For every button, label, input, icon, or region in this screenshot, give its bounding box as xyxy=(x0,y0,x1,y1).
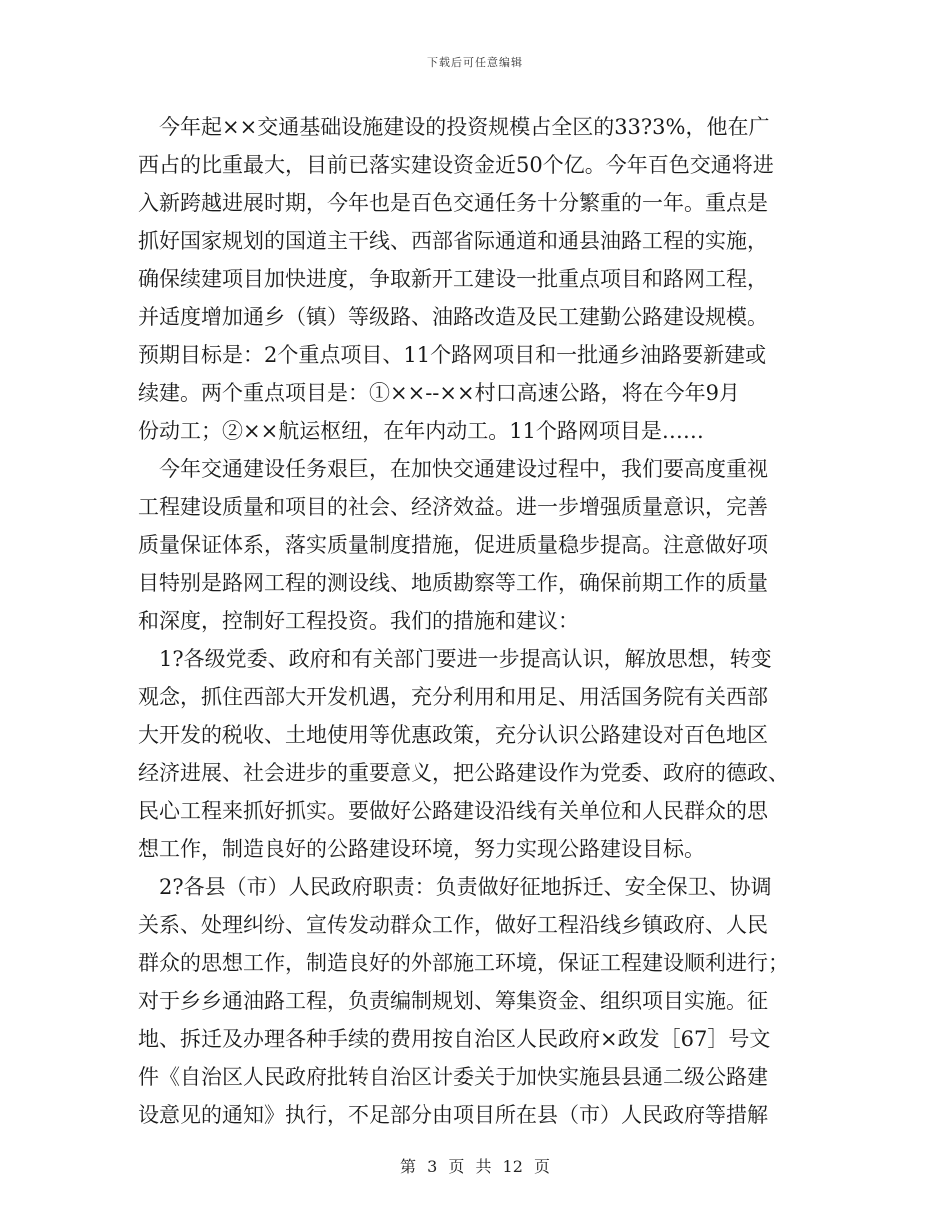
text-line: 民心工程来抓好抓实。要做好公路建设沿线有关单位和人民群众的思 xyxy=(138,799,768,823)
text-line: 确保续建项目加快进度，争取新开工建设一批重点项目和路网工程， xyxy=(138,267,768,291)
text-line: 预期目标是：2个重点项目、11个路网项目和一批通乡油路要新建或 xyxy=(138,343,767,367)
text-line: 份动工；②××航运枢纽，在年内动工。11个路网项目是…… xyxy=(138,419,704,443)
text-line: 想工作，制造良好的公路建设环境，努力实现公路建设目标。 xyxy=(138,837,705,861)
document-body xyxy=(138,108,812,1134)
text-line: 1?各级党委、政府和有关部门要进一步提高认识，解放思想，转变 xyxy=(138,647,772,671)
text-line: 和深度，控制好工程投资。我们的措施和建议： xyxy=(138,609,579,633)
text-line: 经济进展、社会进步的重要意义，把公路建设作为党委、政府的德政、 xyxy=(138,761,789,785)
text-line: 今年交通建设任务艰巨，在加快交通建设过程中，我们要高度重视 xyxy=(138,457,768,481)
text-line: 续建。两个重点项目是：①××--××村口高速公路，将在今年9月 xyxy=(138,381,740,405)
page-footer: 第 3 页 共 12 页 xyxy=(400,1157,550,1176)
text-line: 关系、处理纠纷、宣传发动群众工作，做好工程沿线乡镇政府、人民 xyxy=(138,913,768,937)
text-line: 今年起××交通基础设施建设的投资规模占全区的33?3%，他在广 xyxy=(138,115,770,139)
text-line: 大开发的税收、土地使用等优惠政策，充分认识公路建设对百色地区 xyxy=(138,723,768,747)
text-line: 并适度增加通乡（镇）等级路、油路改造及民工建勤公路建设规模。 xyxy=(138,305,768,329)
text-line: 质量保证体系，落实质量制度措施，促进质量稳步提高。注意做好项 xyxy=(138,533,768,557)
text-line: 对于乡乡通油路工程，负责编制规划、筹集资金、组织项目实施。征 xyxy=(138,989,768,1013)
text-line: 件《自治区人民政府批转自治区计委关于加快实施县县通二级公路建 xyxy=(138,1065,768,1089)
text-line: 目特别是路网工程的测设线、地质勘察等工作，确保前期工作的质量 xyxy=(138,571,768,595)
text-line: 入新跨越进展时期，今年也是百色交通任务十分繁重的一年。重点是 xyxy=(138,191,768,215)
text-line: 群众的思想工作，制造良好的外部施工环境，保证工程建设顺利进行； xyxy=(138,951,789,975)
text-line: 观念，抓住西部大开发机遇，充分利用和用足、用活国务院有关西部 xyxy=(138,685,768,709)
text-line: 西占的比重最大，目前已落实建设资金近50个亿。今年百色交通将进 xyxy=(138,153,774,177)
page-header: 下载后可任意编辑 xyxy=(427,56,523,69)
text-line: 2?各县（市）人民政府职责：负责做好征地拆迁、安全保卫、协调 xyxy=(138,875,772,899)
text-line: 抓好国家规划的国道主干线、西部省际通道和通县油路工程的实施， xyxy=(138,229,768,253)
text-line: 工程建设质量和项目的社会、经济效益。进一步增强质量意识，完善 xyxy=(138,495,768,519)
text-line: 设意见的通知》执行，不足部分由项目所在县（市）人民政府等措解 xyxy=(138,1103,768,1127)
text-line: 地、拆迁及办理各种手续的费用按自治区人民政府×政发［67］号文 xyxy=(138,1027,771,1051)
